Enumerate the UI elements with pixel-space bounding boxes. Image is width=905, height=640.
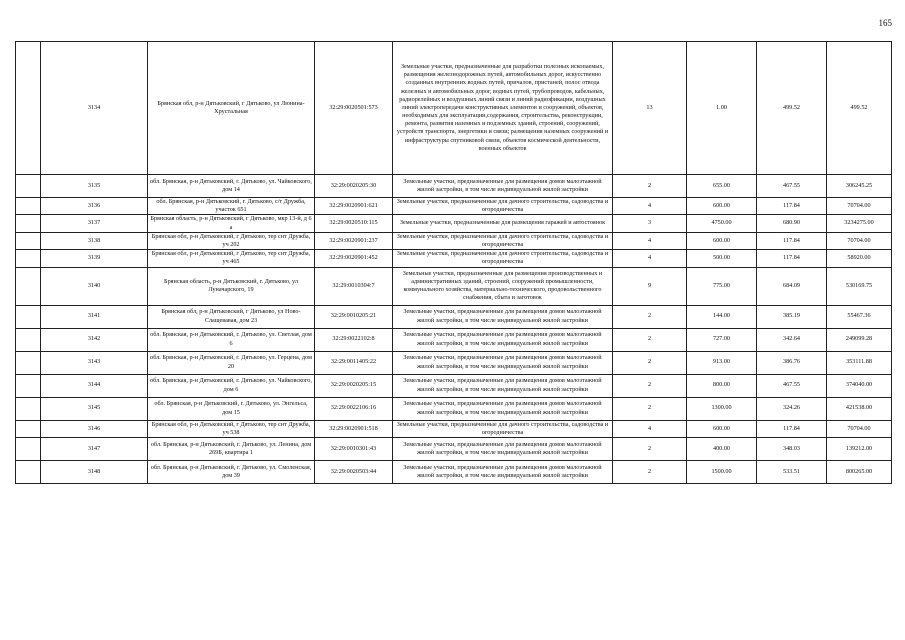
blank-cell (16, 232, 41, 249)
land-use-purpose-cell: Земельные участки, предназначенные для дачного строительства, садоводства и огородничества (393, 420, 613, 437)
address-cell: Брянская обл, р-н Дятьковский, г Дятьково, ул Люнина-Хрустальная (148, 42, 315, 175)
cadastral-value-cell: 499.52 (827, 42, 892, 175)
table-row (16, 267, 892, 305)
rate-cell: 499.52 (757, 42, 827, 175)
cadastral-number-cell: 32:29:0010301:43 (315, 437, 393, 460)
row-number: 3134 (41, 42, 148, 175)
table-row (16, 250, 892, 267)
blank-cell (16, 351, 41, 374)
blank-cell (16, 397, 41, 420)
cadastral-value-cell: 353111.88 (827, 351, 892, 374)
cadastral-number-cell: 32:29:0010304:7 (315, 267, 393, 305)
address-cell: Брянская обл, р-н Дятьковский, г Дятьково, тер снт Дружба, уч 202 (148, 232, 315, 249)
use-code-cell: 2 (613, 437, 687, 460)
cadastral-number-cell: 32:29:0010205:21 (315, 305, 393, 328)
cadastral-number-cell: 32:29:0020901:518 (315, 420, 393, 437)
row-number: 3147 (41, 437, 148, 460)
area-cell: 600.00 (687, 198, 757, 215)
rate-cell: 117.84 (757, 198, 827, 215)
cadastral-value-cell: 800265.00 (827, 460, 892, 483)
table-row (16, 351, 892, 374)
cadastral-number-cell: 32:29:0022102:8 (315, 328, 393, 351)
use-code-cell: 2 (613, 460, 687, 483)
blank-cell (16, 460, 41, 483)
rate-cell: 342.64 (757, 328, 827, 351)
cadastral-value-cell: 70704.00 (827, 232, 892, 249)
rate-cell: 467.55 (757, 175, 827, 198)
cadastral-number-cell: 32:29:0020501:573 (315, 42, 393, 175)
land-use-purpose-cell: Земельные участки, предназначенные для размещения домов малоэтажной жилой застройки, в том числе индивидуальной жилой застройки (393, 175, 613, 198)
address-cell: обл. Брянская, р-н Дятьковский, г. Дятьково, ул. Энгельса, дом 15 (148, 397, 315, 420)
area-cell: 655.00 (687, 175, 757, 198)
row-number: 3144 (41, 374, 148, 397)
use-code-cell: 4 (613, 198, 687, 215)
land-use-purpose-cell: Земельные участки, предназначенные для размещения гаражей и автостоянок (393, 215, 613, 232)
blank-cell (16, 305, 41, 328)
rate-cell: 467.55 (757, 374, 827, 397)
cadastral-number-cell: 32:29:0020205:15 (315, 374, 393, 397)
use-code-cell: 2 (613, 397, 687, 420)
use-code-cell: 4 (613, 420, 687, 437)
rate-cell: 385.19 (757, 305, 827, 328)
land-use-purpose-cell: Земельные участки, предназначенные для дачного строительства, садоводства и огородничества (393, 232, 613, 249)
cadastral-value-cell: 421538.00 (827, 397, 892, 420)
row-number: 3139 (41, 250, 148, 267)
cadastral-value-cell: 249099.28 (827, 328, 892, 351)
row-number: 3143 (41, 351, 148, 374)
cadastral-number-cell: 32:29:0020901:621 (315, 198, 393, 215)
area-cell: 600.00 (687, 232, 757, 249)
address-cell: обл. Брянская, р-н Дятьковский, г. Дятьково, ул. Герцена, дом 20 (148, 351, 315, 374)
area-cell: 727.00 (687, 328, 757, 351)
land-use-purpose-cell: Земельные участки, предназначенные для размещения домов малоэтажной жилой застройки, в том числе индивидуальной жилой застройки (393, 305, 613, 328)
blank-cell (16, 374, 41, 397)
blank-cell (16, 437, 41, 460)
page-number: 165 (878, 18, 892, 28)
blank-cell (16, 42, 41, 175)
table-row (16, 397, 892, 420)
use-code-cell: 2 (613, 305, 687, 328)
land-registry-table (15, 41, 892, 484)
address-cell: обл. Брянская, р-н Дятьковский, г. Дятьково, ул. Ленина, дом 269Б, квартира 1 (148, 437, 315, 460)
table-row (16, 198, 892, 215)
cadastral-value-cell: 530169.75 (827, 267, 892, 305)
area-cell: 1300.00 (687, 397, 757, 420)
use-code-cell: 2 (613, 328, 687, 351)
table-row (16, 215, 892, 232)
blank-cell (16, 198, 41, 215)
rate-cell: 117.84 (757, 232, 827, 249)
rate-cell: 684.09 (757, 267, 827, 305)
table-row (16, 305, 892, 328)
blank-cell (16, 215, 41, 232)
area-cell: 600.00 (687, 420, 757, 437)
area-cell: 800.00 (687, 374, 757, 397)
use-code-cell: 4 (613, 250, 687, 267)
land-use-purpose-cell: Земельные участки, предназначенные для размещения домов малоэтажной жилой застройки, в том числе индивидуальной жилой застройки (393, 351, 613, 374)
use-code-cell: 13 (613, 42, 687, 175)
address-cell: обл. Брянская, р-н Дятьковский, г. Дятьково, ул. Смоленская, дом 39 (148, 460, 315, 483)
rate-cell: 117.84 (757, 250, 827, 267)
land-use-purpose-cell: Земельные участки, предназначенные для дачного строительства, садоводства и огородничества (393, 250, 613, 267)
blank-cell (16, 328, 41, 351)
rate-cell: 533.51 (757, 460, 827, 483)
cadastral-number-cell: 32:29:0020503:44 (315, 460, 393, 483)
cadastral-value-cell: 58920.00 (827, 250, 892, 267)
land-use-purpose-cell: Земельные участки, предназначенные для размещения домов малоэтажной жилой застройки, в том числе индивидуальной жилой застройки (393, 437, 613, 460)
cadastral-value-cell: 139212.00 (827, 437, 892, 460)
cadastral-number-cell: 32:29:0020205:30 (315, 175, 393, 198)
land-use-purpose-cell: Земельные участки, предназначенные для размещения домов малоэтажной жилой застройки, в том числе индивидуальной жилой застройки (393, 328, 613, 351)
cadastral-number-cell: 32:29:0011405:22 (315, 351, 393, 374)
address-cell: Брянская обл, р-н Дятьковский, г Дятьково, тер снт Дружба, уч 465 (148, 250, 315, 267)
address-cell: Брянская область, р-н Дятьковский, г Дятьково, мкр 13-й, д 6 а (148, 215, 315, 232)
use-code-cell: 3 (613, 215, 687, 232)
blank-cell (16, 175, 41, 198)
blank-cell (16, 267, 41, 305)
cadastral-value-cell: 70704.00 (827, 420, 892, 437)
land-use-purpose-cell: Земельные участки, предназначенные для разработки полезных ископаемых, размещения железнодорожных путей, автомобильных дорог, искусственно созданных внутренних водных путей, причалов, пристаней, полос отвода железных и автомобильных дорог, водных путей, трубопроводов, кабельных, радиорелейных и воздушных линий связи и линий радиофикации, воздушных линий электропередачи конструктивных элементов и сооружений, объектов, необходимых для эксплуатации,содержания, строительства, реконструкции, ремонта, развития наземных и подземных зданий, строений, сооружений, устройств транспорта, энергетики и связи; размещения наземных сооружений и инфраструктуры спутниковой связи, объектов космической деятельности, военных объектов (393, 42, 613, 175)
use-code-cell: 2 (613, 351, 687, 374)
cadastral-number-cell: 32:29:0020510:115 (315, 215, 393, 232)
cadastral-value-cell: 374040.00 (827, 374, 892, 397)
cadastral-value-cell: 3234275.00 (827, 215, 892, 232)
rate-cell: 117.84 (757, 420, 827, 437)
table-row (16, 328, 892, 351)
use-code-cell: 2 (613, 175, 687, 198)
address-cell: обл. Брянская, р-н Дятьковский, г. Дятьково, с/т Дружба, участок 651 (148, 198, 315, 215)
table-row (16, 460, 892, 483)
row-number: 3146 (41, 420, 148, 437)
table-row (16, 42, 892, 175)
area-cell: 4750.00 (687, 215, 757, 232)
row-number: 3137 (41, 215, 148, 232)
table-row (16, 437, 892, 460)
row-number: 3145 (41, 397, 148, 420)
blank-cell (16, 420, 41, 437)
rate-cell: 680.90 (757, 215, 827, 232)
row-number: 3135 (41, 175, 148, 198)
land-use-purpose-cell: Земельные участки, предназначенные для размещения домов малоэтажной жилой застройки, в том числе индивидуальной жилой застройки (393, 397, 613, 420)
land-use-purpose-cell: Земельные участки, предназначенные для дачного строительства, садоводства и огородничества (393, 198, 613, 215)
land-use-purpose-cell: Земельные участки, предназначенные для размещения домов малоэтажной жилой застройки, в том числе индивидуальной жилой застройки (393, 374, 613, 397)
address-cell: Брянская область, р-н Дятьковский, г. Дятьково, ул Луначарского, 19 (148, 267, 315, 305)
use-code-cell: 2 (613, 374, 687, 397)
cadastral-value-cell: 306245.25 (827, 175, 892, 198)
area-cell: 775.00 (687, 267, 757, 305)
cadastral-value-cell: 70704.00 (827, 198, 892, 215)
table-row (16, 374, 892, 397)
table-row (16, 420, 892, 437)
table-row (16, 232, 892, 249)
use-code-cell: 4 (613, 232, 687, 249)
rate-cell: 386.76 (757, 351, 827, 374)
rate-cell: 324.26 (757, 397, 827, 420)
cadastral-value-cell: 55467.36 (827, 305, 892, 328)
use-code-cell: 9 (613, 267, 687, 305)
row-number: 3141 (41, 305, 148, 328)
land-use-purpose-cell: Земельные участки, предназначенные для размещения домов малоэтажной жилой застройки, в том числе индивидуальной жилой застройки (393, 460, 613, 483)
address-cell: Брянская обл, р-н Дятьковский, г Дятьково, ул Ново-Слащевавая, дом 23 (148, 305, 315, 328)
row-number: 3140 (41, 267, 148, 305)
area-cell: 500.00 (687, 250, 757, 267)
table-row (16, 175, 892, 198)
area-cell: 1500.00 (687, 460, 757, 483)
blank-cell (16, 250, 41, 267)
address-cell: обл. Брянская, р-н Дятьковский, г. Дятьково, ул. Светлая, дом 6 (148, 328, 315, 351)
row-number: 3142 (41, 328, 148, 351)
area-cell: 1.00 (687, 42, 757, 175)
address-cell: обл. Брянская, р-н Дятьковский, г. Дятьково, ул. Чайковского, дом 14 (148, 175, 315, 198)
land-use-purpose-cell: Земельные участки, предназначенные для размещения производственных и административных зданий, строений, сооружений промышленности, коммунального хозяйства, материально-технического, продовольственного снабжения, сбыта и заготовок (393, 267, 613, 305)
area-cell: 144.00 (687, 305, 757, 328)
rate-cell: 348.03 (757, 437, 827, 460)
area-cell: 913.00 (687, 351, 757, 374)
cadastral-number-cell: 32:29:0020901:237 (315, 232, 393, 249)
row-number: 3148 (41, 460, 148, 483)
area-cell: 400.00 (687, 437, 757, 460)
cadastral-number-cell: 32:29:0022106:16 (315, 397, 393, 420)
address-cell: обл. Брянская, р-н Дятьковский, г. Дятьково, ул. Чайковского, дом 6 (148, 374, 315, 397)
cadastral-number-cell: 32:29:0020901:452 (315, 250, 393, 267)
address-cell: Брянская обл, р-н Дятьковский, г Дятьково, тер снт Дружба, уч 538 (148, 420, 315, 437)
row-number: 3136 (41, 198, 148, 215)
row-number: 3138 (41, 232, 148, 249)
